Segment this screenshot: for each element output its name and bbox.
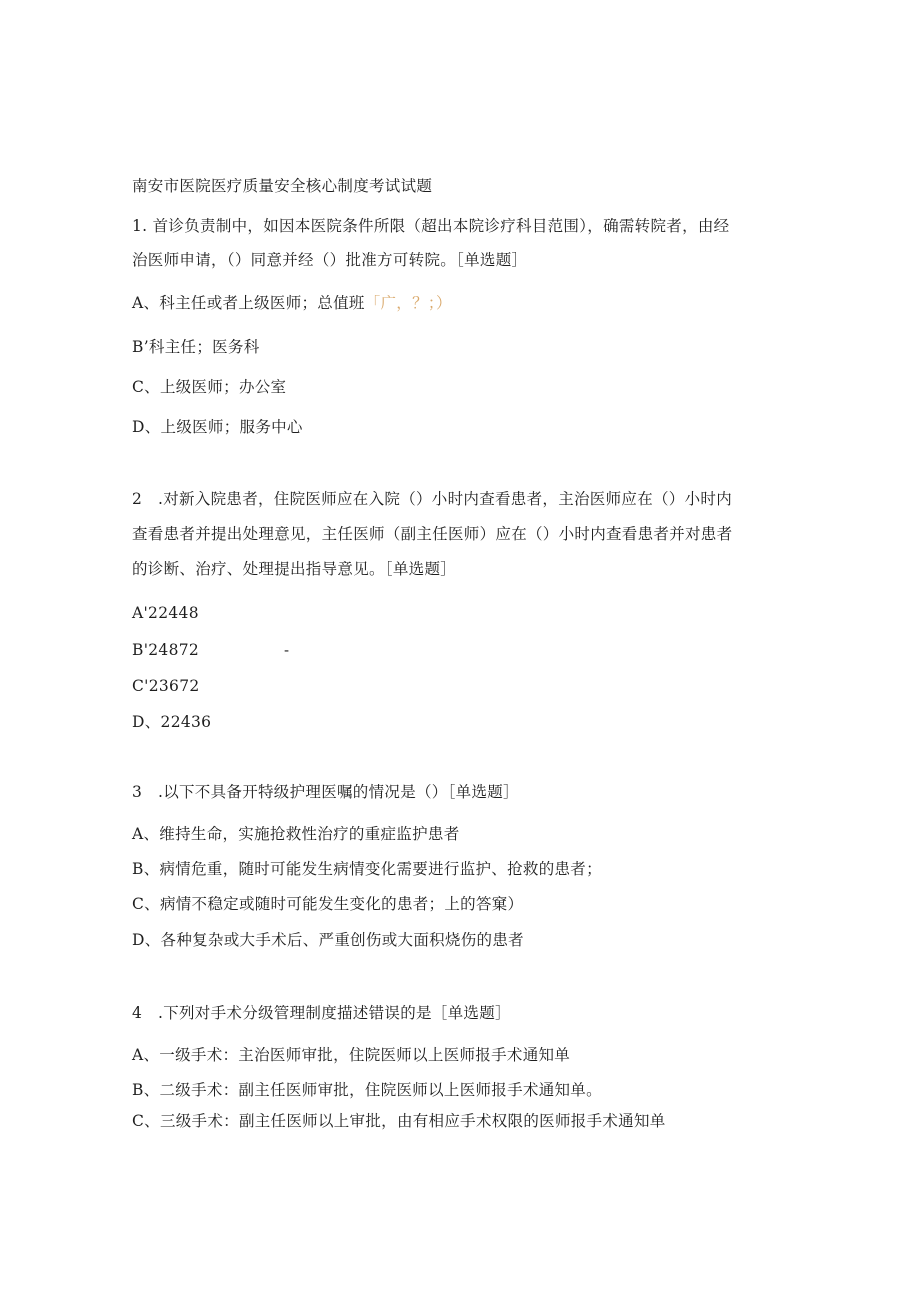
question-3-option-d: D、各种复杂或大手术后、严重创伤或大面积烧伤的患者 xyxy=(132,931,524,949)
question-3-option-b: B、病情危重，随时可能发生病情变化需要进行监护、抢救的患者； xyxy=(132,860,602,878)
question-1-option-b: B’科主任；医务科 xyxy=(132,338,260,356)
question-4-option-b: B、二级手术：副主任医师审批，住院医师以上医师报手术通知单。 xyxy=(132,1081,602,1099)
question-2-option-c: C'23672 xyxy=(132,677,200,695)
question-2-option-a: A'22448 xyxy=(132,604,199,622)
question-4-line-1: 4 .下列对手术分级管理制度描述错误的是［单选题］ xyxy=(132,1004,511,1022)
question-2-line-3: 的诊断、治疗、处理提出指导意见。［单选题］ xyxy=(132,560,457,578)
question-3-option-a: A、维持生命，实施抢救性治疗的重症监护患者 xyxy=(132,825,460,843)
question-4-option-c: C、三级手术：副主任医师以上审批，由有相应手术权限的医师报手术通知单 xyxy=(132,1112,666,1130)
question-4-option-a: A、一级手术：主治医师审批，住院医师以上医师报手术通知单 xyxy=(132,1046,571,1064)
question-1-line-1: 1. 首诊负责制中，如因本医院条件所限（超出本院诊疗科目范围），确需转院者，由经 xyxy=(132,217,730,235)
stray-mark: - xyxy=(284,641,290,659)
question-1-option-a xyxy=(132,293,452,313)
page-title: 南安市医院医疗质量安全核心制度考试试题 xyxy=(132,177,433,195)
question-3-line-1: 3 .以下不具备开特级护理医嘱的情况是（）［单选题］ xyxy=(132,783,519,801)
question-1-option-d: D、上级医师；服务中心 xyxy=(132,418,303,436)
question-2-option-b: B'24872 xyxy=(132,641,200,659)
question-2-option-d: D、22436 xyxy=(132,713,212,731)
question-1-option-c: C、上级医师；办公室 xyxy=(132,378,287,396)
question-3-option-c: C、病情不稳定或随时可能发生变化的患者；上的答窠） xyxy=(132,895,524,913)
handwritten-annotation: 「广，？；） xyxy=(364,294,452,312)
option-text: A、科主任或者上级医师；总值班 xyxy=(132,294,365,312)
question-1-line-2: 治医师申请，（）同意并经（）批准方可转院。［单选题］ xyxy=(132,251,528,269)
question-2-line-1: 2 .对新入院患者，住院医师应在入院（）小时内查看患者，主治医师应在（）小时内 xyxy=(132,490,732,508)
question-2-line-2: 查看患者并提出处理意见，主任医师（副主任医师）应在（）小时内查看患者并对患者 xyxy=(132,525,733,543)
